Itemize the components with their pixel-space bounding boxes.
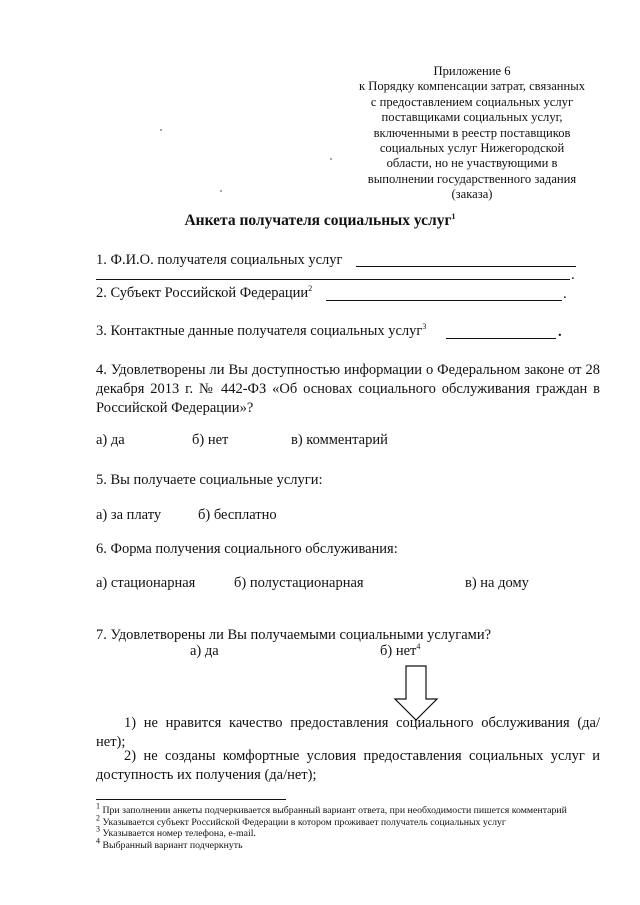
appendix-line: социальных услуг Нижегородской: [379, 141, 565, 156]
footnote-number: 2: [96, 813, 100, 823]
footnote-number: 3: [96, 824, 100, 834]
footnote-ref: 1: [451, 211, 456, 221]
q7-option-b[interactable]: [380, 642, 420, 661]
footnote-4: [96, 836, 600, 852]
footnote-ref: 3: [422, 322, 427, 332]
appendix-line: Приложение 6: [433, 64, 511, 78]
q5-option-a[interactable]: а) за плату: [96, 507, 162, 523]
footnote-number: 4: [96, 836, 100, 846]
appendix-line: области, но не участвующими в: [386, 156, 558, 171]
footnote-ref: 2: [308, 284, 313, 294]
footnote-text: Выбранный вариант подчеркнуть: [102, 839, 243, 851]
appendix-line: включенными в реестр поставщиков: [373, 125, 571, 140]
q6-option-c[interactable]: в) на дому: [465, 575, 529, 591]
contacts-field-line[interactable]: [446, 338, 556, 339]
question-3-text: 3. Контактные данные получателя социальных услуг: [96, 323, 423, 339]
form-title: [0, 212, 640, 230]
question-2-label: [96, 284, 312, 303]
subject-field-line[interactable]: [326, 300, 562, 301]
question-2-end: .: [563, 286, 567, 302]
question-1-end: .: [571, 267, 575, 283]
appendix-line: поставщиками социальных услуг,: [381, 110, 563, 125]
footnote-text: Указывается субъект Российской Федерации в котором проживает получатель социальных услуг: [102, 816, 506, 828]
q7-option-a[interactable]: а) да: [190, 643, 219, 659]
appendix-line: выполнении государственного задания: [367, 171, 577, 186]
q4-option-b[interactable]: б) нет: [192, 432, 229, 448]
question-1-label: 1. Ф.И.О. получателя социальных услуг: [96, 252, 343, 268]
q7-option-b-text: б) нет: [380, 643, 417, 659]
footnotes: [96, 801, 600, 851]
form-title-text: Анкета получателя социальных услуг: [184, 212, 452, 229]
q4-option-c[interactable]: в) комментарий: [291, 432, 388, 448]
scan-speck: [330, 158, 332, 160]
q7-sub-2: 2) не созданы комфортные условия предоставления социальных услуг и доступность их получения (да/нет);: [96, 748, 600, 783]
scan-speck: [220, 190, 222, 192]
question-3-end: .: [558, 324, 562, 340]
fio-field-line-2[interactable]: [96, 279, 570, 280]
footnote-2: [96, 813, 600, 829]
q6-option-a[interactable]: а) стационарная: [96, 575, 196, 591]
footnote-1: [96, 801, 600, 817]
q7-sub-1: 1) не нравится качество предоставления социального обслуживания (да/нет);: [96, 715, 600, 750]
question-2-text: 2. Субъект Российской Федерации: [96, 285, 309, 301]
appendix-line: с предоставлением социальных услуг: [370, 94, 574, 109]
question-4-text: 4. Удовлетворены ли Вы доступностью информации о Федеральном законе от 28 декабря 2013 г. № 442-ФЗ «Об основах социального обслуживания граждан в Российской Федерации»?: [96, 362, 600, 416]
q4-option-a[interactable]: а) да: [96, 432, 125, 448]
footnote-ref: 4: [416, 642, 421, 652]
footnote-text: Указывается номер телефона, e-mail.: [102, 828, 256, 839]
q6-option-b[interactable]: б) полустационарная: [234, 575, 364, 591]
appendix-line: (заказа): [451, 187, 493, 202]
q5-option-b[interactable]: б) бесплатно: [198, 507, 277, 523]
footnote-separator: [96, 799, 286, 800]
question-5-text: 5. Вы получаете социальные услуги:: [96, 472, 323, 488]
question-7-text: 7. Удовлетворены ли Вы получаемыми социальными услугами?: [96, 627, 492, 643]
appendix-header: [352, 64, 592, 203]
fio-field-line[interactable]: [356, 266, 576, 267]
question-6-text: 6. Форма получения социального обслуживания:: [96, 541, 398, 557]
question-3-label: [96, 322, 426, 341]
scan-speck: [160, 129, 162, 131]
footnote-text: При заполнении анкеты подчеркивается выбранный вариант ответа, при необходимости пишется комментарий: [102, 805, 567, 816]
footnote-number: 1: [96, 801, 100, 811]
down-arrow-icon: [393, 665, 439, 721]
footnote-3: [96, 824, 600, 840]
appendix-line: к Порядку компенсации затрат, связанных: [358, 79, 586, 94]
